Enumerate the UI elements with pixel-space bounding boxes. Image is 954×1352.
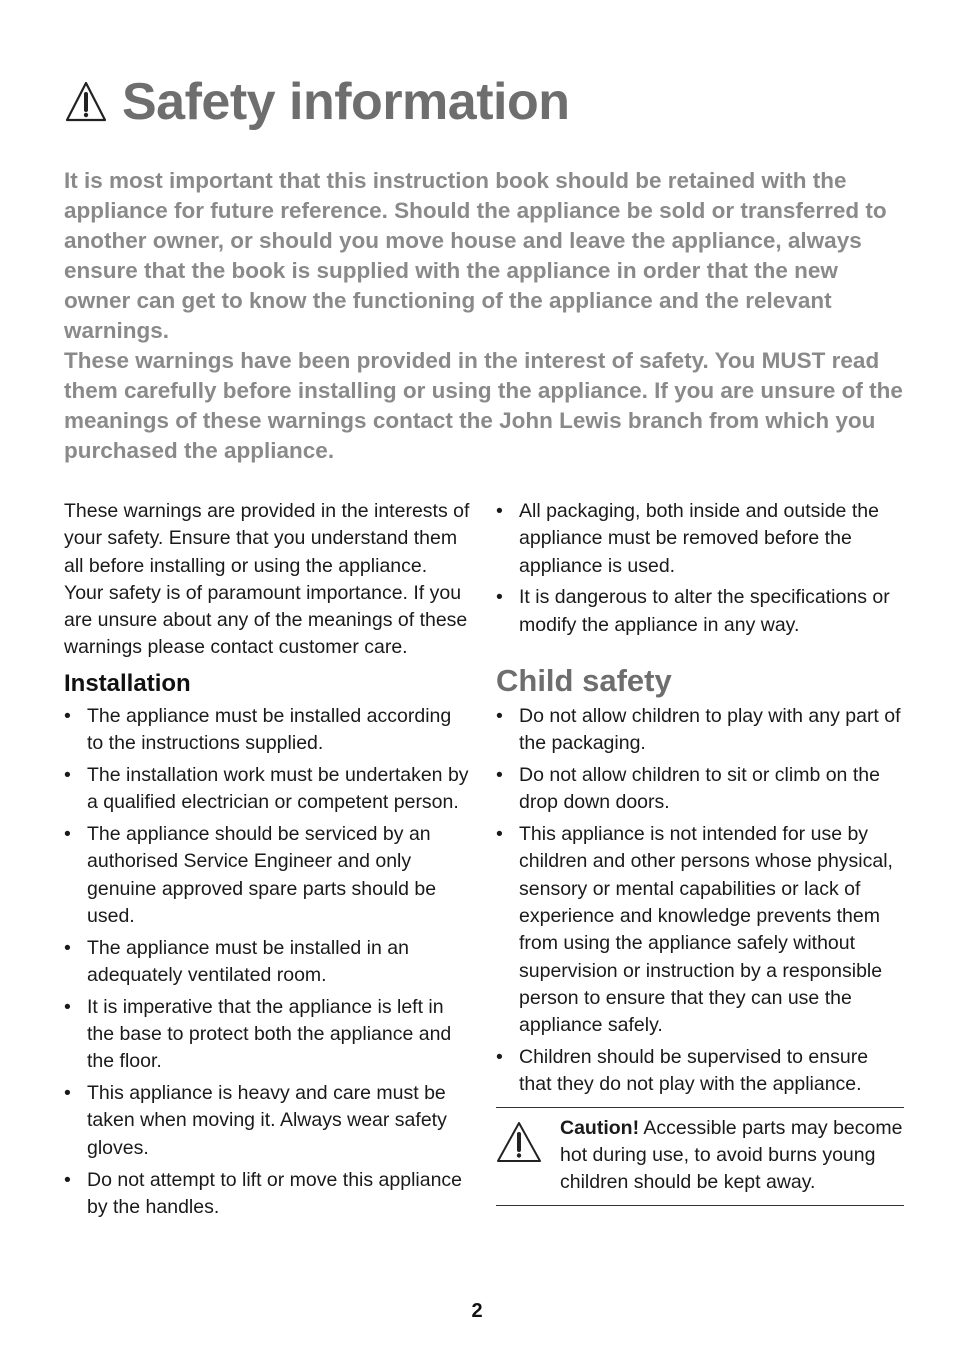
list-item: • The appliance must be installed in an adequately ventilated room.: [64, 935, 472, 990]
child-safety-heading: Child safety: [496, 662, 672, 698]
list-item: • Children should be supervised to ensure that they do not play with the appliance.: [496, 1044, 904, 1099]
list-item: • All packaging, both inside and outside the appliance must be removed before the appliance is used.: [496, 498, 904, 580]
caution-message: Accessible parts may become hot during use, to avoid burns young children should be kept away.: [560, 1116, 903, 1194]
list-item: • Do not allow children to sit or climb on the drop down doors.: [496, 762, 904, 817]
left-column: [64, 498, 472, 1226]
list-item: • Do not attempt to lift or move this appliance by the handles.: [64, 1167, 472, 1222]
body-paragraph: These warnings are provided in the interests of your safety. Ensure that you understand them all before installing or using the appliance.: [64, 500, 470, 577]
caution-label: Caution!: [560, 1116, 640, 1139]
general-list: [496, 498, 904, 639]
intro-section: [64, 166, 904, 466]
list-item: • The appliance should be serviced by an authorised Service Engineer and only genuine approved spare parts should be used.: [64, 821, 472, 930]
list-item: • It is imperative that the appliance is left in the base to protect both the appliance and the floor.: [64, 994, 472, 1076]
list-item: • Do not allow children to play with any part of the packaging.: [496, 703, 904, 758]
intro-paragraph: These warnings have been provided in the interest of safety. You MUST read them carefully before installing or using the appliance. If you are unsure of the meanings of these warnings contact the John Lewis branch from which you purchased the appliance.: [64, 348, 903, 463]
list-item: • This appliance is heavy and care must be taken when moving it. Always wear safety gloves.: [64, 1080, 472, 1162]
list-item: • The appliance must be installed according to the instructions supplied.: [64, 703, 472, 758]
caution-box: [496, 1107, 904, 1206]
page-title: [64, 70, 570, 134]
intro-paragraph: It is most important that this instruction book should be retained with the appliance for future reference. Should the appliance be sold or transferred to another owner, or should you move house and leave the appliance, always ensure that the book is supplied with the appliance in order that the new owner can get to know the functioning of the appliance and the relevant warnings.: [64, 168, 887, 343]
caution-text: [560, 1115, 904, 1197]
body-paragraph: Your safety is of paramount importance. If you are unsure about any of the meanings of these warnings please contact customer care.: [64, 581, 468, 659]
installation-list: [64, 703, 472, 1221]
warning-triangle-icon: [496, 1121, 542, 1163]
list-item: • This appliance is not intended for use by children and other persons whose physical, sensory or mental capabilities or lack of experience and knowledge prevents them from using the appliance safely without supervision or instruction by a responsible person to ensure that they can use the appliance safely.: [496, 821, 904, 1039]
list-item: • It is dangerous to alter the specifications or modify the appliance in any way.: [496, 584, 904, 639]
list-item: • The installation work must be undertaken by a qualified electrician or competent person.: [64, 762, 472, 817]
page-number: 2: [471, 1300, 483, 1322]
child-safety-list: [496, 703, 904, 1099]
page-title-text: Safety information: [122, 73, 570, 131]
installation-heading: Installation: [64, 669, 191, 697]
right-column: [496, 498, 904, 1206]
warning-triangle-icon: [64, 80, 108, 124]
